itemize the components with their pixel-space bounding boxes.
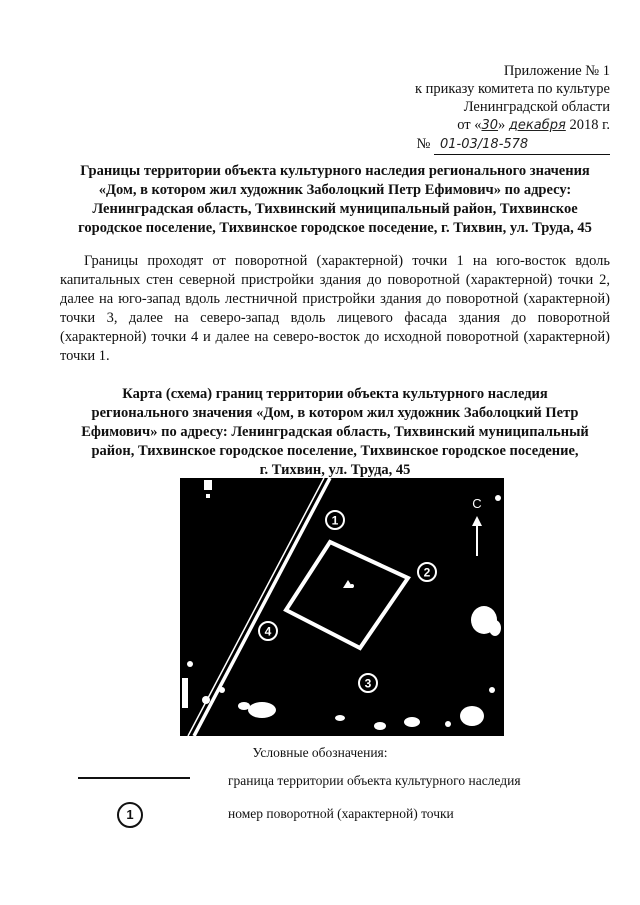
point-4-label: 4: [264, 624, 272, 639]
map-speck: [204, 480, 212, 490]
date-mid: »: [498, 117, 506, 133]
map-title-line-1: Карта (схема) границ территории объекта культурного наследия: [122, 386, 548, 402]
map-speck: [206, 494, 210, 498]
map-title-line-5: г. Тихвин, ул. Труда, 45: [259, 462, 411, 478]
legend-point-label: номер поворотной (характерной) точки: [228, 806, 454, 821]
map-title: [60, 385, 610, 480]
map-blob: [335, 715, 345, 721]
marker-dot: [350, 584, 354, 588]
order-number: [415, 135, 610, 155]
map-blob: [374, 722, 386, 730]
map-blob: [489, 620, 501, 636]
map-title-line-2: регионального значения «Дом, в котором жил художник Заболоцкий Петр: [91, 405, 579, 421]
date-month: декабря: [508, 118, 566, 133]
boundary-description: Границы проходят от поворотной (характерной) точки 1 на юго-восток вдоль капитальных стен северной пристройки здания до поворотной (характерной) точки 2, далее на юго-запад вдоль лестничной пристройки здания до поворотной (характерной) точки 3, далее на северо-запад вдоль лицевого фасада здания до поворотной (характерной) точки 4 и далее на северо-восток до исходной поворотной (характерной) точки 1.: [60, 253, 610, 364]
appendix-number: Приложение № 1: [503, 63, 610, 79]
date-prefix: от «: [457, 117, 482, 133]
map-blob: [460, 706, 484, 726]
map-speck: [445, 721, 451, 727]
point-1: [326, 511, 344, 529]
title-line-1: Границы территории объекта культурного наследия регионального значения: [80, 163, 590, 179]
title-line-2: «Дом, в котором жил художник Заболоцкий Петр Ефимович» по адресу:: [98, 182, 572, 198]
legend-boundary-line: [78, 777, 190, 779]
order-reference: к приказу комитета по культуре: [414, 81, 610, 97]
document-title: [60, 162, 610, 238]
map-blob: [404, 717, 420, 727]
point-4: [259, 622, 277, 640]
order-date: [415, 116, 610, 135]
point-2: [418, 563, 436, 581]
number-prefix: №: [416, 136, 431, 152]
date-year: 2018 г.: [569, 117, 610, 133]
map-drawing: [180, 478, 504, 736]
number-value-line: [434, 135, 610, 155]
map-title-line-4: район, Тихвинское городское поселение, Тихвинское городское поседение,: [91, 443, 579, 459]
number-value: 01-03/18-578: [440, 137, 529, 152]
map-speck: [219, 687, 225, 693]
map-blob: [182, 678, 188, 708]
title-line-4: городское поселение, Тихвинское городское поседение, г. Тихвин, ул. Труда, 45: [78, 220, 592, 236]
map-title-line-3: Ефимович» по адресу: Ленинградская область, Тихвинский муниципальный: [81, 424, 589, 440]
legend-title: Условные обозначения:: [252, 745, 388, 760]
map-blob: [248, 702, 276, 718]
legend-point-symbol: 1: [117, 802, 143, 828]
region-name: Ленинградской области: [463, 99, 610, 115]
legend-boundary-label: граница территории объекта культурного наследия: [228, 773, 521, 788]
map-speck: [495, 495, 501, 501]
point-1-label: 1: [331, 513, 339, 528]
point-2-label: 2: [423, 565, 431, 580]
point-3: [359, 674, 377, 692]
north-label: С: [472, 496, 482, 511]
map-blob: [238, 702, 250, 710]
map-speck: [202, 696, 210, 704]
appendix-header: [415, 62, 610, 155]
map-speck: [187, 661, 193, 667]
title-line-3: Ленинградская область, Тихвинский муниципальный район, Тихвинское: [92, 201, 578, 217]
point-3-label: 3: [364, 676, 372, 691]
map-speck: [489, 687, 495, 693]
date-day: 30: [481, 118, 499, 133]
boundary-map: [180, 478, 504, 736]
